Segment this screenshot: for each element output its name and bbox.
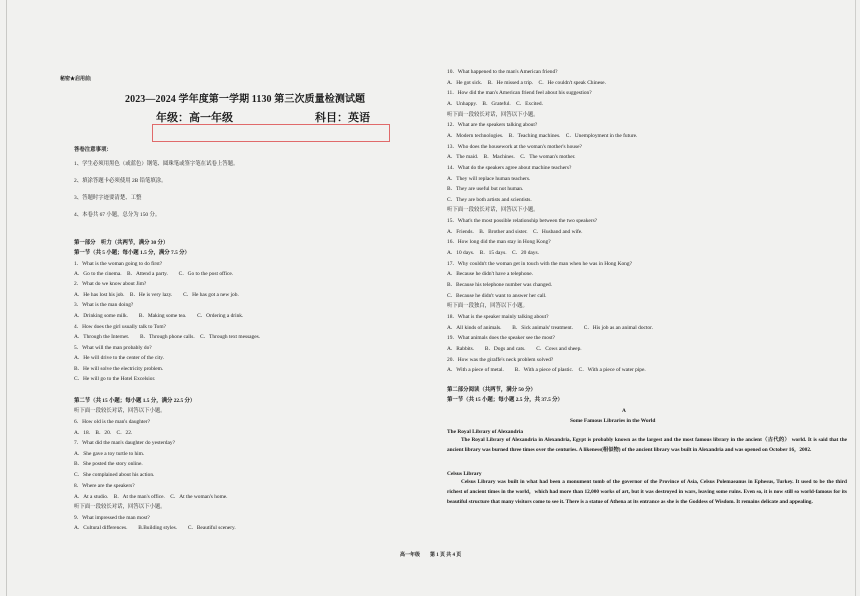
part2-title: 第二部分阅读（共两节，满分 50 分）	[447, 387, 536, 393]
notice-heading: 答卷注意事项：	[74, 147, 112, 153]
option: A．All kinds of animals. B．Sick animals' treatment. C．His job as an animal doctor.	[447, 324, 653, 331]
option: A．The maid. B．Machines. C．The woman's mother.	[447, 154, 576, 161]
options: A．At a studio. B．At the man's office. C．At the woman's home.	[74, 494, 228, 500]
name-box	[152, 124, 390, 142]
question: 19．What animals does the speaker see the most?	[447, 335, 555, 342]
instruction: 听下面一段独白，回答以下小题。	[447, 303, 528, 310]
grade-label: 年级：高一年级	[156, 112, 233, 124]
options: A．He has lost his job. B．He is very lazy. C．He has got a new job.	[74, 292, 239, 298]
secret-mark: 秘密★启用前|	[60, 77, 92, 82]
option: C．Because he didn't want to answer her call.	[447, 292, 547, 299]
options: A．Drinking some milk. B．Making some tea. C．Ordering a drink.	[74, 313, 244, 319]
question: 3．What is the man doing?	[74, 302, 134, 308]
question: 7．What did the man's daughter do yesterday?	[74, 440, 175, 446]
library-title: The Royal Library of Alexandria	[447, 429, 524, 435]
question: 9．What impressed the man most?	[74, 515, 150, 521]
option: C．She complained about his action.	[74, 472, 155, 478]
section1-title: 第一节（共 5 小题；每小题 1.5 分，满分 7.5 分）	[74, 250, 190, 256]
option: C．They are both artists and scientists.	[447, 196, 532, 203]
question: 4．How does the girl usually talk to Tom?	[74, 324, 166, 330]
instruction: 听下面一段较长对话，回答以下小题。	[447, 207, 539, 214]
options: A．Through the Internet. B．Through phone calls. C．Through text messages.	[74, 334, 261, 340]
question: 11．How did the man's American friend feel about his suggestion?	[447, 90, 592, 97]
question: 10．What happened to the man's American friend?	[447, 69, 558, 75]
question: 2．What do we know about Jim?	[74, 281, 147, 287]
question: 17．Why couldn't the woman get in touch with the man when he was in Hong Kong?	[447, 260, 632, 267]
option: A．Rabbits. B．Dogs and cats. C．Cows and sheep.	[447, 345, 582, 352]
scan-edge	[855, 0, 856, 596]
option: A．She gave a toy turtle to him.	[74, 451, 145, 457]
library-paragraph: Celsus Library was built in what had been a monument tomb of the governor of the Province of Asia, Celsus Polemaeanus in Ephesus, Turkey. It used to be the third richest of ancient times in the world，which had more than 12,000 works of art, but it was destroyed in wars, leaving some ruins. Even so, it is now still so world-famous for its beautiful structure that many visitors come to see it. There is a statue of Athena at its entrance as she is the Goddess of Wisdom. It remains delicate and appealing.	[447, 479, 847, 505]
options: A．Go to the cinema. B．Attend a party. C．Go to the post office.	[74, 271, 234, 277]
question: 16．How long did the man stay in Hong Kong?	[447, 239, 551, 246]
question: 18．What is the speaker mainly talking about?	[447, 313, 549, 320]
options: A．18. B．20. C．22.	[74, 430, 133, 436]
library-paragraph: The Royal Library of Alexandria in Alexandria, Egypt is probably known as the largest and the most famous library in the ancient（古代的） world. It is said that the ancient library was burned three times over the centuries. A likeness(相似物) of the ancient library was built in Alexandria and was opened on October 16，2002.	[447, 437, 847, 453]
instruction: 听下面一段较长对话，回答以下小题。	[74, 408, 166, 414]
option: B．She posted the story online.	[74, 461, 143, 467]
question: 5．What will the man probably do?	[74, 345, 152, 351]
question: 6．How old is the man's daughter?	[74, 419, 150, 425]
notice-item: 2、填涂答题卡必须使用 2B 铅笔填涂。	[74, 178, 167, 184]
passage-letter: A	[622, 408, 626, 414]
part1-title: 第一部分 听力（共两节，满分 30 分）	[74, 240, 169, 246]
notice-item: 3、答题时字迹要清楚、工整	[74, 195, 142, 201]
option: A．They will replace human teachers.	[447, 175, 531, 182]
notice-item: 4、本卷共 67 小题，总分为 150 分。	[74, 212, 161, 218]
option: A．Friends. B．Brother and sister. C．Husband and wife.	[447, 228, 583, 235]
section2-title: 第二节（共 15 小题；每小题 1.5 分，满分 22.5 分）	[74, 398, 196, 404]
scan-edge	[6, 0, 7, 596]
question: 15．What's the most possible relationship between the two speakers?	[447, 218, 598, 225]
option: A．Because he didn't have a telephone.	[447, 271, 533, 278]
option: C．He will go to the Hotel Excelsior.	[74, 376, 156, 382]
option: A．Unhappy. B．Grateful. C．Excited.	[447, 100, 543, 107]
option: B．Because his telephone number was changed.	[447, 282, 553, 288]
option: A．10 days. B．15 days. C．20 days.	[447, 250, 539, 257]
question: 13．Who does the housework at the woman's mother's house?	[447, 143, 582, 150]
options: A．Cultural differences. B.Building styles. C．Beautiful scenery.	[74, 525, 236, 531]
instruction: 听下面一段较长对话，回答以下小题。	[447, 111, 539, 118]
option: A．He will drive to the center of the city.	[74, 355, 164, 361]
option: A．He got sick. B．He missed a trip. C．He couldn't speak Chinese.	[447, 79, 606, 86]
exam-title: 2023—2024 学年度第一学期 1130 第三次质量检测试题	[125, 94, 366, 105]
option: B．They are useful but not human.	[447, 186, 524, 193]
library-title: Celsus Library	[447, 471, 482, 477]
option: B．He will solve the electricity problem.	[74, 366, 164, 372]
option: A．Modern technologies. B．Teaching machines. C．Unemployment in the future.	[447, 132, 638, 139]
part2-section1-title: 第一节（共 15 小题；每小题 2.5 分，共 37.5 分）	[447, 397, 563, 403]
question: 20．How was the giraffe's neck problem solved?	[447, 356, 554, 363]
page-footer: 高一年级 第 1 页 共 4 页	[400, 553, 462, 558]
instruction: 听下面一段较长对话，回答以下小题。	[74, 504, 166, 510]
question: 12．What are the speakers talking about?	[447, 122, 538, 129]
question: 14．What do the speakers agree about machine teachers?	[447, 164, 572, 171]
subject-label: 科目：英语	[315, 112, 370, 124]
option: A．With a piece of metal. B．With a piece of plastic. C．With a piece of water pipe.	[447, 367, 646, 374]
passage-title: Some Famous Libraries in the World	[570, 418, 656, 424]
question: 1．What is the woman going to do first?	[74, 261, 163, 267]
question: 8．Where are the speakers?	[74, 483, 135, 489]
notice-item: 1、学生必须用黑色（或蓝色）钢笔、圆珠笔或签字笔在试卷上答题。	[74, 161, 239, 167]
